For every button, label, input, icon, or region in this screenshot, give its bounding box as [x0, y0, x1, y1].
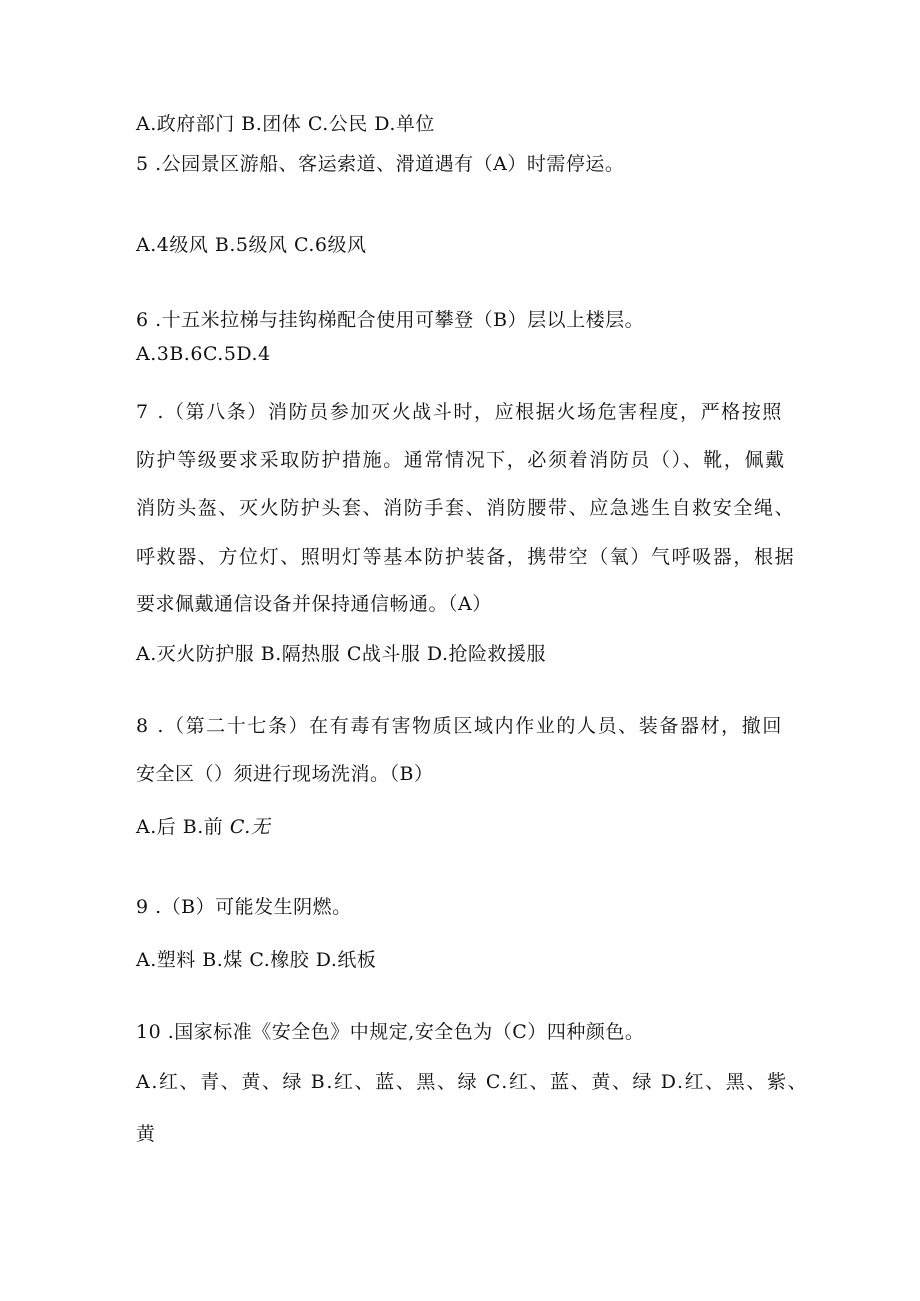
q7-question-line-5: 要求佩戴通信设备并保持通信畅通。（A）: [136, 593, 492, 615]
q8-question-line-1: 8 .（第二十七条）在有毒有害物质区域内作业的人员、装备器材，撤回: [136, 715, 783, 737]
q6-options: A.3B.6C.5D.4: [136, 343, 271, 365]
q8-options: [136, 815, 270, 839]
q9-question: 9 .（B）可能发生阴燃。: [136, 896, 352, 918]
q8-options-ab: A.后 B.前: [136, 816, 230, 838]
q5-question: 5 .公园景区游船、客运索道、滑道遇有（A）时需停运。: [136, 153, 625, 175]
q8-option-c: C.无: [229, 816, 271, 838]
q4-options: A.政府部门 B.团体 C.公民 D.单位: [136, 113, 435, 135]
q9-options: A.塑料 B.煤 C.橡胶 D.纸板: [136, 949, 377, 971]
q6-question: 6 .十五米拉梯与挂钩梯配合使用可攀登（B）层以上楼层。: [136, 309, 645, 331]
q5-options: A.4级风 B.5级风 C.6级风: [136, 234, 367, 256]
q7-question-line-2: 防护等级要求采取防护措施。通常情况下，必须着消防员（）、靴，佩戴: [136, 449, 786, 471]
q7-question-line-3: 消防头盔、灭火防护头套、消防手套、消防腰带、应急逃生自救安全绳、: [136, 497, 796, 519]
q7-question-line-1: 7 .（第八条）消防员参加灭火战斗时，应根据火场危害程度，严格按照: [136, 401, 783, 423]
q8-question-line-2: 安全区（）须进行现场洗消。（B）: [136, 763, 434, 785]
q7-question-line-4: 呼救器、方位灯、照明灯等基本防护装备，携带空（氧）气呼吸器，根据: [136, 546, 796, 568]
q7-options: A.灭火防护服 B.隔热服 C战斗服 D.抢险救援服: [136, 643, 547, 665]
q10-question: 10 .国家标准《安全色》中规定,安全色为（C）四种颜色。: [136, 1021, 645, 1043]
q10-options-line-1: A.红、青、黄、绿 B.红、蓝、黑、绿 C.红、蓝、黄、绿 D.红、黑、紫、: [136, 1071, 809, 1093]
q10-options-line-2: 黄: [136, 1123, 156, 1145]
